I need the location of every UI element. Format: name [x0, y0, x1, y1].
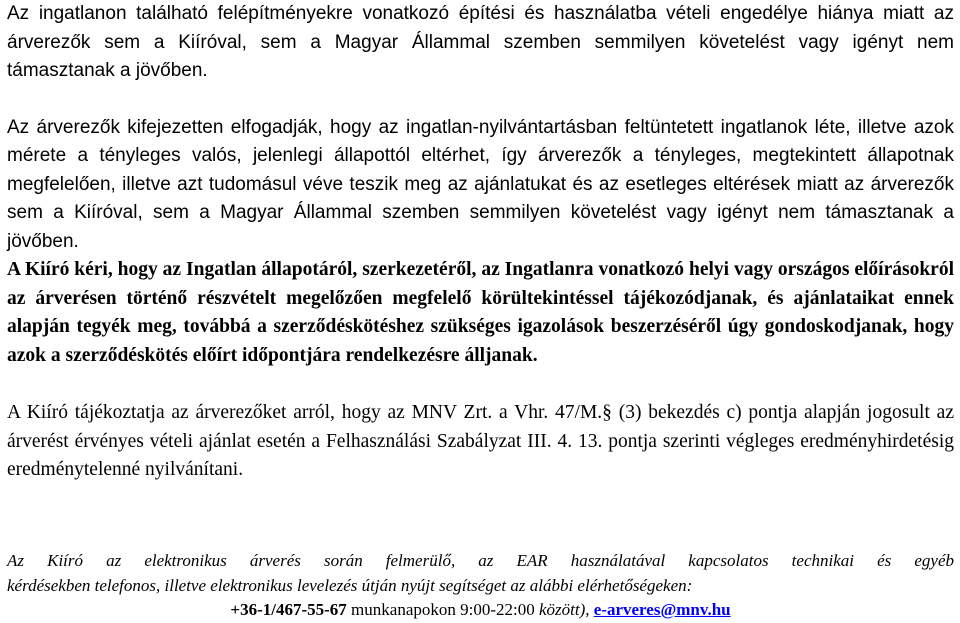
phone-number: +36-1/467-55-67 [230, 600, 347, 619]
paragraph-bidder-diligence: A Kiíró kéri, hogy az Ingatlan állapotáról, szerkezetéről, az Ingatlanra vonatkozó helyi vagy országos előírásokról az árverésen történő részvételt megelőzően megfelelő körültekintéssel tájékozódjanak, és ajánlataikat ennek alapján tegyék meg, továbbá a szerződéskötéshez szükséges igazolások beszerzéséről úgy gondoskodjanak, hogy azok a szerződéskötés előírt időpontjára rendelkezésre álljanak. [7, 259, 954, 366]
paragraph-mnv-notice: A Kiíró tájékoztatja az árverezőket arról, hogy az MNV Zrt. a Vhr. 47/M.§ (3) bekezdés c) pontja alapján jogosult az árverést érvényes vételi ajánlat esetén a Felhasználási Szabályzat III. 4. 13. pontja szerinti végleges eredményhirdetésig eredménytelenné nyilvánítani. [7, 402, 954, 480]
email-link[interactable]: e-arveres@mnv.hu [593, 600, 731, 619]
contact-block [7, 549, 954, 623]
office-hours-suffix: között), [538, 600, 590, 619]
office-hours: munkanapokon 9:00-22:00 [351, 600, 535, 619]
paragraph-registry-discrepancy: Az árverezők kifejezetten elfogadják, hogy az ingatlan-nyilvántartásban feltüntetett ingatlanok léte, illetve azok mérete a tényleges valós, jelenlegi állapottól eltérhet, így árverezők a tényleges, megtekintett állapotnak megfelelően, illetve azt tudomásul véve teszik meg az ajánlatukat és az esetleges eltérések miatt az árverezők sem a Kiíróval, sem a Magyar Állammal szemben semmilyen követelést vagy igényt nem támasztanak a jövőben. [7, 116, 954, 252]
paragraph-building-permit: Az ingatlanon található felépítményekre vonatkozó építési és használatba vételi engedélye hiánya miatt az árverezők sem a Kiíróval, sem a Magyar Állammal szemben semmilyen követelést vagy igényt nem támasztanak a jövőben. [7, 3, 954, 81]
document-page [7, 0, 954, 485]
contact-line-1: Az Kiíró az elektronikus árverés során felmerülő, az EAR használatával kapcsolatos technikai és egyéb [7, 551, 954, 570]
contact-line-2: kérdésekben telefonos, illetve elektronikus levelezés útján nyújt segítséget az alábbi elérhetőségeken: [7, 575, 693, 595]
contact-line-3 [7, 598, 954, 623]
